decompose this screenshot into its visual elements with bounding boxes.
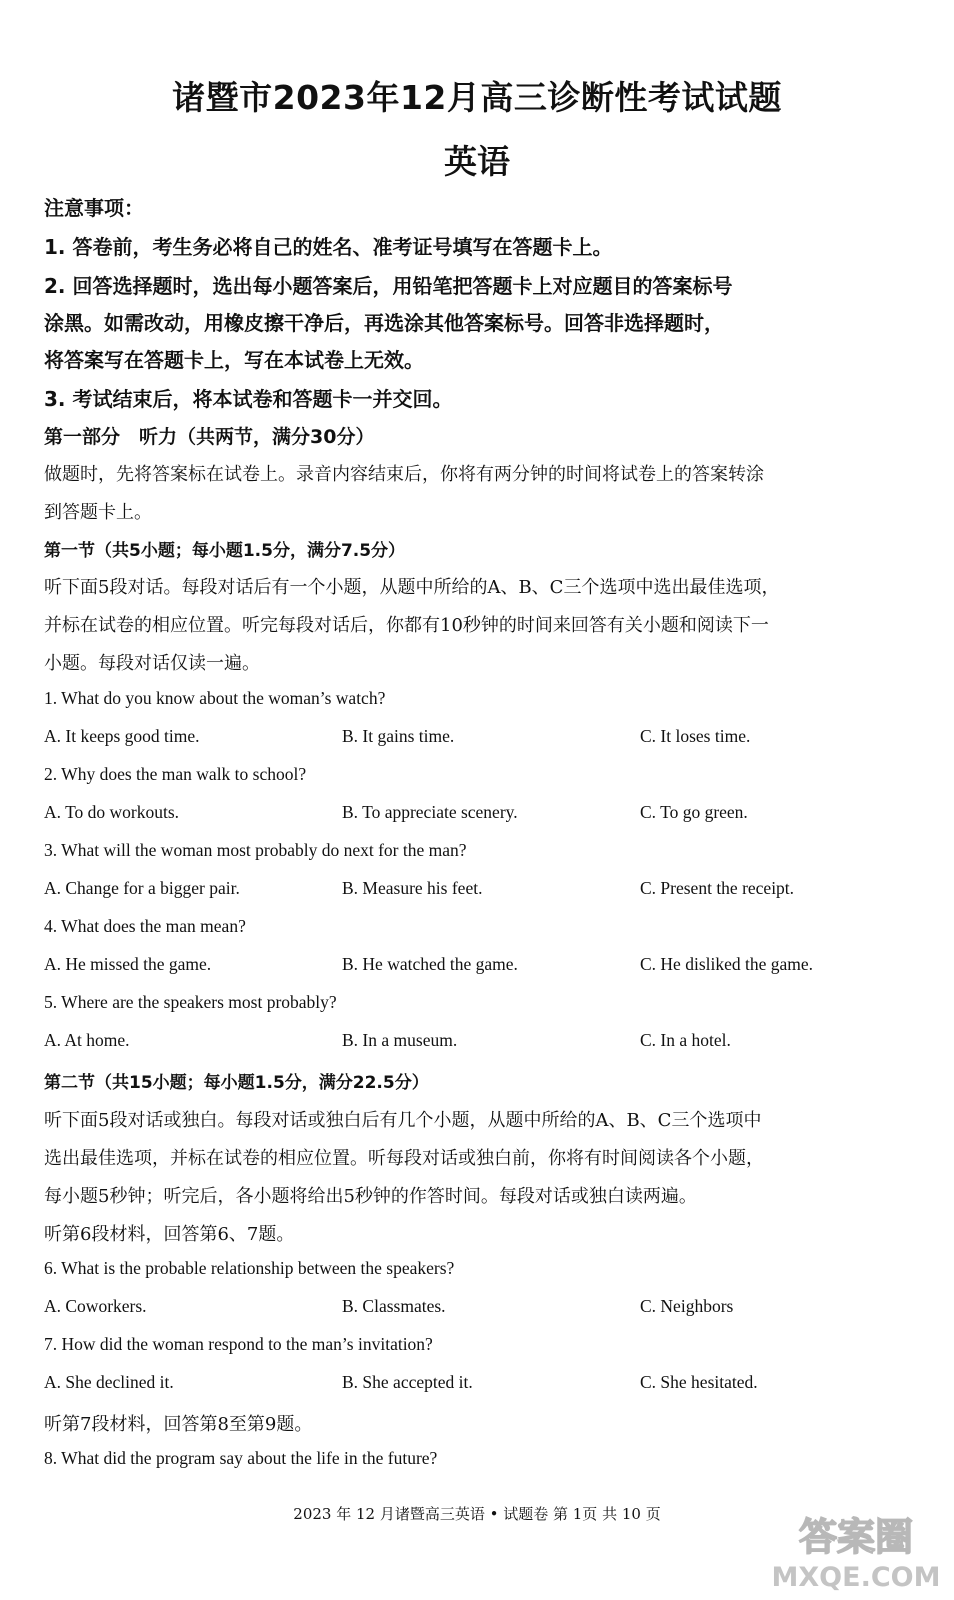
- section2-heading: 第二节（共15小题；每小题1.5分，满分22.5分）: [44, 1073, 429, 1093]
- option-a: A. To do workouts.: [44, 802, 180, 822]
- option-c: C. Neighbors: [640, 1296, 734, 1316]
- section1-heading: 第一节（共5小题；每小题1.5分，满分7.5分）: [44, 541, 406, 561]
- question-8: 8. What did the program say about the life in the future?: [44, 1448, 438, 1468]
- option-a: A. Coworkers.: [44, 1296, 147, 1316]
- option-c: C. She hesitated.: [640, 1372, 758, 1392]
- section2-intro: 每小题5秒钟；听完后，各小题将给出5秒钟的作答时间。每段对话或独白读两遍。: [44, 1186, 697, 1207]
- notice-item: 将答案写在答题卡上，写在本试卷上无效。: [44, 348, 424, 372]
- watermark-bottom-text: MXQE.COM: [771, 1562, 941, 1592]
- notice-item: 3. 考试结束后，将本试卷和答题卡一并交回。: [44, 387, 453, 411]
- option-a: A. At home.: [44, 1030, 130, 1050]
- section1-intro: 听下面5段对话。每段对话后有一个小题，从题中所给的A、B、C三个选项中选出最佳选项，: [44, 577, 780, 598]
- option-c: C. Present the receipt.: [640, 878, 795, 898]
- question-5: 5. Where are the speakers most probably?: [44, 992, 337, 1012]
- question-7: 7. How did the woman respond to the man’s invitation?: [44, 1334, 433, 1354]
- question-3: 3. What will the woman most probably do next for the man?: [44, 840, 467, 860]
- part1-intro: 做题时，先将答案标在试卷上。录音内容结束后，你将有两分钟的时间将试卷上的答案转涂: [44, 464, 764, 485]
- material-instruction: 听第6段材料，回答第6、7题。: [44, 1224, 295, 1245]
- option-b: B. In a museum.: [342, 1030, 458, 1050]
- section1-intro: 小题。每段对话仅读一遍。: [44, 653, 260, 674]
- question-2: 2. Why does the man walk to school?: [44, 764, 307, 784]
- part1-intro: 到答题卡上。: [44, 502, 152, 523]
- option-c: C. To go green.: [640, 802, 748, 822]
- section2-intro: 听下面5段对话或独白。每段对话或独白后有几个小题，从题中所给的A、B、C三个选项中: [44, 1110, 762, 1131]
- option-b: B. Classmates.: [342, 1296, 446, 1316]
- section2-intro: 选出最佳选项，并标在试卷的相应位置。听每段对话或独白前，你将有时间阅读各个小题，: [44, 1148, 764, 1169]
- question-1: 1. What do you know about the woman’s watch?: [44, 688, 386, 708]
- part1-heading: 第一部分 听力（共两节，满分30分）: [44, 426, 375, 448]
- option-a: A. Change for a bigger pair.: [44, 878, 240, 898]
- question-4: 4. What does the man mean?: [44, 916, 246, 936]
- option-b: B. She accepted it.: [342, 1372, 473, 1392]
- option-b: B. Measure his feet.: [342, 878, 483, 898]
- option-a: A. He missed the game.: [44, 954, 212, 974]
- page-footer: 2023 年 12 月诸暨高三英语 • 试题卷 第 1页 共 10 页: [293, 1505, 661, 1523]
- watermark-top-text: 答案圈: [798, 1515, 914, 1559]
- option-c: C. In a hotel.: [640, 1030, 731, 1050]
- material-instruction: 听第7段材料，回答第8至第9题。: [44, 1414, 313, 1435]
- exam-title: 诸暨市2023年12月高三诊断性考试试题: [172, 78, 782, 117]
- notice-item: 1. 答卷前，考生务必将自己的姓名、准考证号填写在答题卡上。: [44, 235, 613, 259]
- notice-heading: 注意事项：: [44, 196, 144, 220]
- notice-item: 2. 回答选择题时，选出每小题答案后，用铅笔把答题卡上对应题目的答案标号: [44, 274, 733, 298]
- watermark-logo: [768, 1508, 944, 1592]
- option-a: A. She declined it.: [44, 1372, 174, 1392]
- option-a: A. It keeps good time.: [44, 726, 200, 746]
- option-b: B. To appreciate scenery.: [342, 802, 518, 822]
- option-c: C. He disliked the game.: [640, 954, 814, 974]
- option-b: B. It gains time.: [342, 726, 455, 746]
- question-6: 6. What is the probable relationship between the speakers?: [44, 1258, 455, 1278]
- notice-item: 涂黑。如需改动，用橡皮擦干净后，再选涂其他答案标号。回答非选择题时，: [44, 311, 724, 335]
- option-c: C. It loses time.: [640, 726, 751, 746]
- section1-intro: 并标在试卷的相应位置。听完每段对话后，你都有10秒钟的时间来回答有关小题和阅读下一: [44, 615, 769, 636]
- exam-subject: 英语: [444, 142, 510, 181]
- option-b: B. He watched the game.: [342, 954, 518, 974]
